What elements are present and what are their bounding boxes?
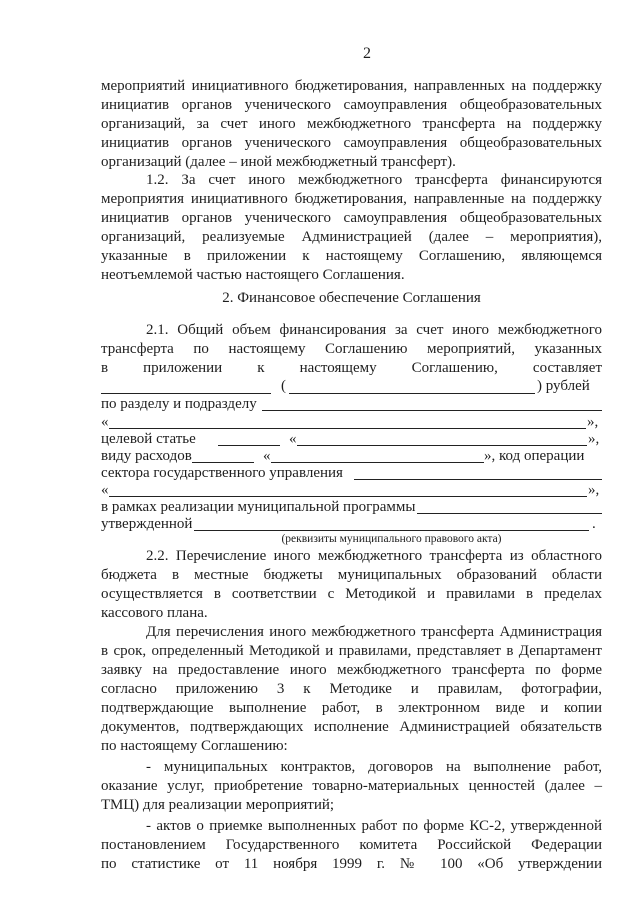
celevoy-name-field [297,445,587,446]
p3-line-3: в приложении к настоящему Соглашению, составляет [101,360,602,376]
p5-line-7: по настоящему Соглашению: [101,738,288,754]
p7-line-1: - актов о приемке выполненных работ по форме КС-2, утвержденной [146,818,602,834]
celevoy-code-field [218,445,280,446]
ramki-label: в рамках реализации муниципальной программы [101,499,416,515]
p4-line-1: 2.2. Перечисление иного межбюджетного трансферта из областного [146,548,602,564]
p3-line-1: 2.1. Общий объем финансирования за счет иного межбюджетного [146,322,602,338]
p5-line-3: заявку на предоставление иного межбюджетного трансферта по форме [101,662,602,678]
p7-line-2: постановлением Государственного комитета Российской Федерации [101,837,602,853]
p2-line-4: организаций, реализуемые Администрацией (далее – мероприятия), [101,229,602,245]
razdel-field [262,410,602,411]
p4-line-3: осуществляется в соответствии с Методикой и правилами в пределах [101,586,602,602]
sektor-label: сектора государственного управления [101,465,343,481]
p5-line-1: Для перечисления иного межбюджетного трансферта Администрация [146,624,602,640]
close-quote-4: », [588,482,600,498]
vid-name-field [271,462,484,463]
p2-line-2: мероприятия инициативного бюджетирования, направленные на поддержку [101,191,602,207]
p5-line-6: документов, подтверждающих исполнение Администрацией обязательств [101,719,602,735]
close-quote-2: », [588,431,600,447]
rubles-label: ) рублей [537,378,590,394]
p6-line-2: оказание услуг, приобретение товарно-материальных ценностей (далее – [101,778,602,794]
p5-line-2: в срок, определенный Методикой и правилами, представляет в Департамент [101,643,602,659]
utv-label: утвержденной [101,516,193,532]
celevoy-label: целевой статье [101,431,196,447]
kod-label: », код операции [484,448,585,464]
open-paren: ( [281,378,286,394]
p7-line-3: по статистике от 11 ноября 1999 г. № 100 «Об утверждении [101,856,602,872]
p1-line-2: инициатив органов ученического самоуправления общеобразовательных [101,97,602,113]
p1-line-1: мероприятий инициативного бюджетирования, направленных на поддержку [101,78,602,94]
vid-code-field [192,462,254,463]
open-quote-2: « [289,431,297,447]
sektor-field [354,479,602,480]
p5-line-5: подтверждающие выполнение работ, в электронном виде и копии [101,700,602,716]
utv-period: . [592,516,596,532]
p1-line-3: организаций, за счет иного межбюджетного трансферта на поддержку [101,116,602,132]
p6-line-3: ТМЦ) для реализации мероприятий; [101,797,335,813]
section-title: 2. Финансовое обеспечение Соглашения [222,290,481,306]
page-number: 2 [363,45,371,62]
vid-label: виду расходов [101,448,192,464]
open-quote-3: « [263,448,271,464]
p1-line-4: инициатив органов ученического самоуправления общеобразовательных [101,135,602,151]
p2-line-6: неотъемлемой частью настоящего Соглашения. [101,267,405,283]
p4-line-2: бюджета в местные бюджеты муниципальных образований области [101,567,602,583]
quote-field-4 [109,496,587,497]
p2-line-1: 1.2. За счет иного межбюджетного трансферта финансируются [146,172,602,188]
p4-line-4: кассового плана. [101,605,208,621]
razdel-label: по разделу и подразделу [101,396,257,412]
quote-field-1 [109,428,586,429]
p2-line-5: указанные в приложении к настоящему Соглашению, являющемся [101,248,602,264]
p5-line-4: согласно приложению 3 к Методике и правилам, фотографии, [101,681,602,697]
p1-line-5: организаций (далее – иной межбюджетный трансферт). [101,154,456,170]
amount-field [101,393,271,394]
close-quote-1: », [587,414,599,430]
open-quote-4: « [101,482,109,498]
open-quote-1: « [101,414,109,430]
ramki-field [417,513,602,514]
p6-line-1: - муниципальных контрактов, договоров на выполнение работ, [146,759,602,775]
p2-line-3: инициатив органов ученического самоуправления общеобразовательных [101,210,602,226]
rekvizity-caption: (реквизиты муниципального правового акта) [281,533,502,545]
p3-line-2: трансферта по настоящему Соглашению мероприятий, указанных [101,341,602,357]
amount-words-field [289,393,535,394]
